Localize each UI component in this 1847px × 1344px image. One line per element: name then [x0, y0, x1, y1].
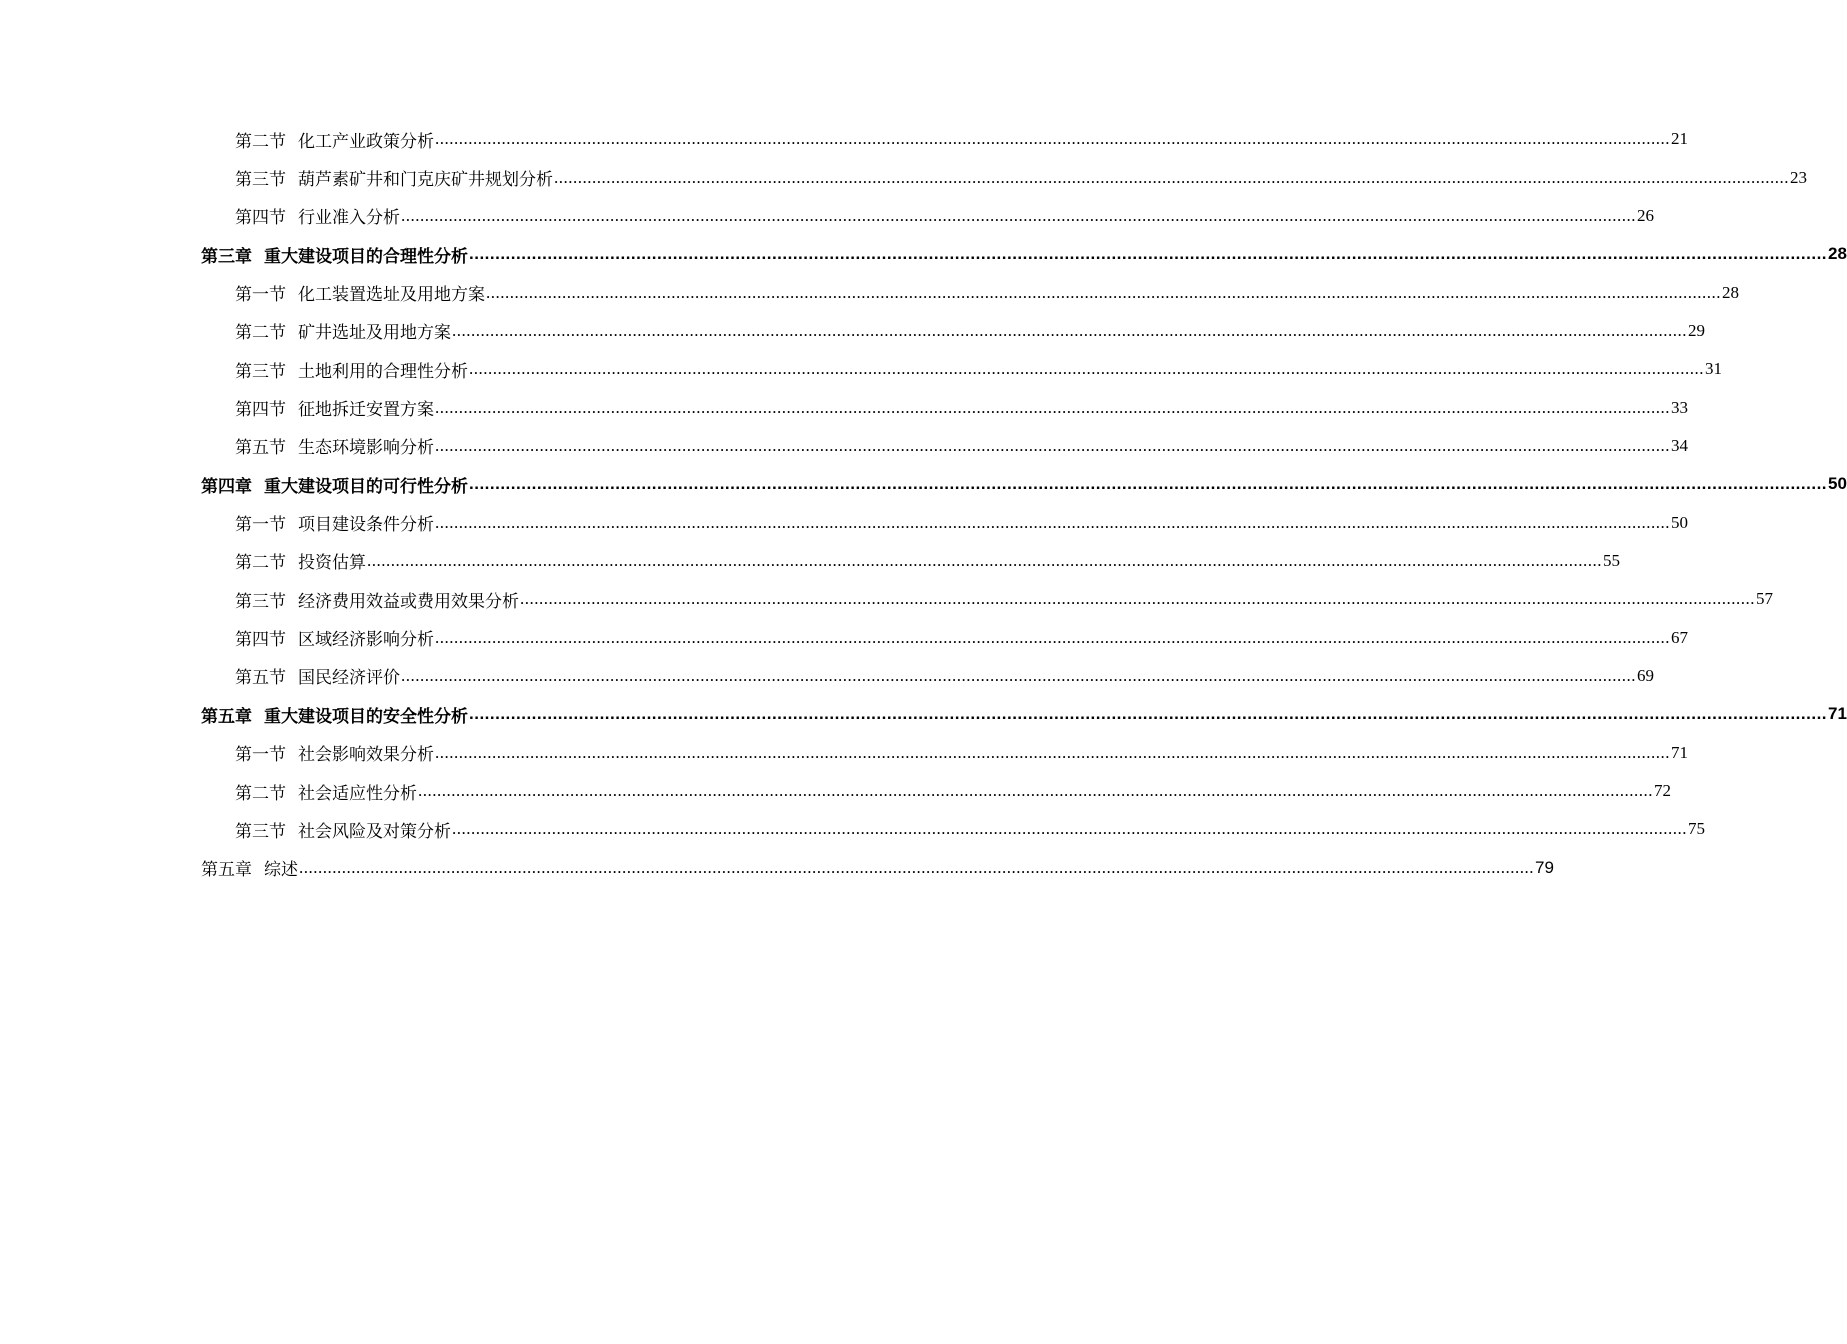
toc-entry-page-number: 28 [1828, 244, 1847, 264]
toc-entry-page-number: 57 [1756, 589, 1773, 609]
toc-entry-title: 社会风险及对策分析 [298, 821, 451, 842]
toc-section-entry[interactable] [201, 734, 1688, 772]
toc-dot-leader: .................................................................................................................................................................................................................................................................... [435, 397, 1670, 417]
toc-entry-page-number: 71 [1671, 742, 1688, 762]
toc-entry-page-number: 34 [1671, 435, 1688, 455]
toc-entry-number: 第二节 [235, 131, 286, 152]
toc-entry-number: 第三节 [235, 170, 286, 191]
toc-entry-number: 第三章 [201, 246, 252, 267]
toc-entry-number: 第五章 [201, 706, 252, 727]
toc-dot-leader: .................................................................................................................................................................................................................................................................... [401, 205, 1636, 225]
toc-entry-page-number: 31 [1705, 359, 1722, 379]
toc-dot-leader: .................................................................................................................................................................................................................................................................... [401, 665, 1636, 685]
toc-section-entry[interactable] [201, 503, 1688, 541]
toc-entry-title: 投资估算 [298, 553, 366, 574]
toc-entry-page-number: 67 [1671, 627, 1688, 647]
toc-section-entry[interactable] [201, 197, 1654, 235]
toc-entry-number: 第三节 [235, 361, 286, 382]
toc-entry-page-number: 50 [1828, 474, 1847, 494]
toc-dot-leader: .................................................................................................................................................................................................................................................................... [367, 550, 1602, 570]
toc-entry-number: 第四章 [201, 476, 252, 497]
toc-dot-leader: .................................................................................................................................................................................................................................................................... [299, 857, 1534, 877]
toc-entry-title: 项目建设条件分析 [298, 515, 434, 536]
toc-entry-page-number: 69 [1637, 665, 1654, 685]
toc-dot-leader: .................................................................................................................................................................................................................................................................... [469, 704, 1828, 724]
toc-entry-page-number: 79 [1535, 857, 1554, 877]
toc-entry-title: 土地利用的合理性分析 [298, 361, 468, 382]
toc-entry-title: 重大建设项目的合理性分析 [264, 246, 468, 267]
toc-entry-page-number: 29 [1688, 320, 1705, 340]
toc-dot-leader: .................................................................................................................................................................................................................................................................... [469, 359, 1704, 379]
toc-entry-number: 第五节 [235, 668, 286, 689]
toc-entry-number: 第二节 [235, 783, 286, 804]
toc-section-entry[interactable] [201, 657, 1654, 695]
toc-entry-number: 第一节 [235, 515, 286, 536]
toc-dot-leader: .................................................................................................................................................................................................................................................................... [452, 819, 1687, 839]
table-of-contents [201, 120, 1847, 887]
toc-entry-number: 第四节 [235, 630, 286, 651]
toc-section-entry[interactable] [201, 388, 1688, 426]
toc-dot-leader: .................................................................................................................................................................................................................................................................... [435, 627, 1670, 647]
toc-chapter-entry[interactable] [201, 465, 1847, 503]
toc-dot-leader: .................................................................................................................................................................................................................................................................... [469, 244, 1828, 264]
toc-section-entry[interactable] [201, 350, 1722, 388]
toc-entry-title: 国民经济评价 [298, 668, 400, 689]
toc-entry-page-number: 75 [1688, 819, 1705, 839]
toc-entry-number: 第一节 [235, 745, 286, 766]
toc-section-entry[interactable] [201, 580, 1773, 618]
toc-dot-leader: .................................................................................................................................................................................................................................................................... [418, 781, 1653, 801]
toc-section-entry[interactable] [201, 772, 1671, 810]
toc-dot-leader: .................................................................................................................................................................................................................................................................... [435, 435, 1670, 455]
toc-dot-leader: .................................................................................................................................................................................................................................................................... [452, 320, 1687, 340]
toc-section-entry[interactable] [201, 618, 1688, 656]
toc-entry-page-number: 71 [1828, 704, 1847, 724]
toc-section-entry[interactable] [201, 273, 1739, 311]
toc-entry-title: 重大建设项目的可行性分析 [264, 476, 468, 497]
toc-entry-page-number: 28 [1722, 282, 1739, 302]
toc-section-entry[interactable] [201, 312, 1705, 350]
toc-dot-leader: .................................................................................................................................................................................................................................................................... [435, 742, 1670, 762]
toc-entry-page-number: 33 [1671, 397, 1688, 417]
toc-entry-title: 综述 [264, 860, 298, 881]
toc-section-entry[interactable] [201, 542, 1620, 580]
toc-entry-title: 化工装置选址及用地方案 [298, 285, 485, 306]
toc-entry-page-number: 26 [1637, 205, 1654, 225]
toc-entry-number: 第五章 [201, 860, 252, 881]
toc-entry-title: 行业准入分析 [298, 208, 400, 229]
toc-entry-page-number: 72 [1654, 781, 1671, 801]
toc-dot-leader: .................................................................................................................................................................................................................................................................... [435, 129, 1670, 149]
toc-chapter-entry[interactable] [201, 235, 1847, 273]
toc-entry-number: 第三节 [235, 591, 286, 612]
toc-entry-page-number: 23 [1790, 167, 1807, 187]
toc-entry-number: 第一节 [235, 285, 286, 306]
toc-entry-number: 第二节 [235, 553, 286, 574]
toc-entry-title: 社会适应性分析 [298, 783, 417, 804]
toc-dot-leader: .................................................................................................................................................................................................................................................................... [469, 474, 1828, 494]
toc-section-entry[interactable] [201, 158, 1807, 196]
toc-dot-leader: .................................................................................................................................................................................................................................................................... [520, 589, 1755, 609]
toc-section-entry[interactable] [201, 427, 1688, 465]
toc-entry-title: 经济费用效益或费用效果分析 [298, 591, 519, 612]
toc-entry-title: 社会影响效果分析 [298, 745, 434, 766]
toc-entry-number: 第四节 [235, 208, 286, 229]
toc-entry-title: 矿井选址及用地方案 [298, 323, 451, 344]
toc-entry-number: 第三节 [235, 821, 286, 842]
toc-entry-number: 第二节 [235, 323, 286, 344]
toc-entry-title: 化工产业政策分析 [298, 131, 434, 152]
toc-entry-page-number: 50 [1671, 512, 1688, 532]
toc-dot-leader: .................................................................................................................................................................................................................................................................... [554, 167, 1789, 187]
toc-section-entry[interactable] [201, 120, 1688, 158]
toc-dot-leader: .................................................................................................................................................................................................................................................................... [435, 512, 1670, 532]
toc-chapter-entry[interactable] [201, 849, 1554, 887]
toc-entry-title: 生态环境影响分析 [298, 438, 434, 459]
toc-entry-page-number: 55 [1603, 550, 1620, 570]
toc-entry-title: 征地拆迁安置方案 [298, 400, 434, 421]
toc-entry-number: 第五节 [235, 438, 286, 459]
toc-chapter-entry[interactable] [201, 695, 1847, 733]
toc-entry-title: 葫芦素矿井和门克庆矿井规划分析 [298, 170, 553, 191]
toc-entry-number: 第四节 [235, 400, 286, 421]
toc-entry-title: 区域经济影响分析 [298, 630, 434, 651]
toc-entry-title: 重大建设项目的安全性分析 [264, 706, 468, 727]
toc-dot-leader: .................................................................................................................................................................................................................................................................... [486, 282, 1721, 302]
toc-entry-page-number: 21 [1671, 129, 1688, 149]
toc-section-entry[interactable] [201, 810, 1705, 848]
